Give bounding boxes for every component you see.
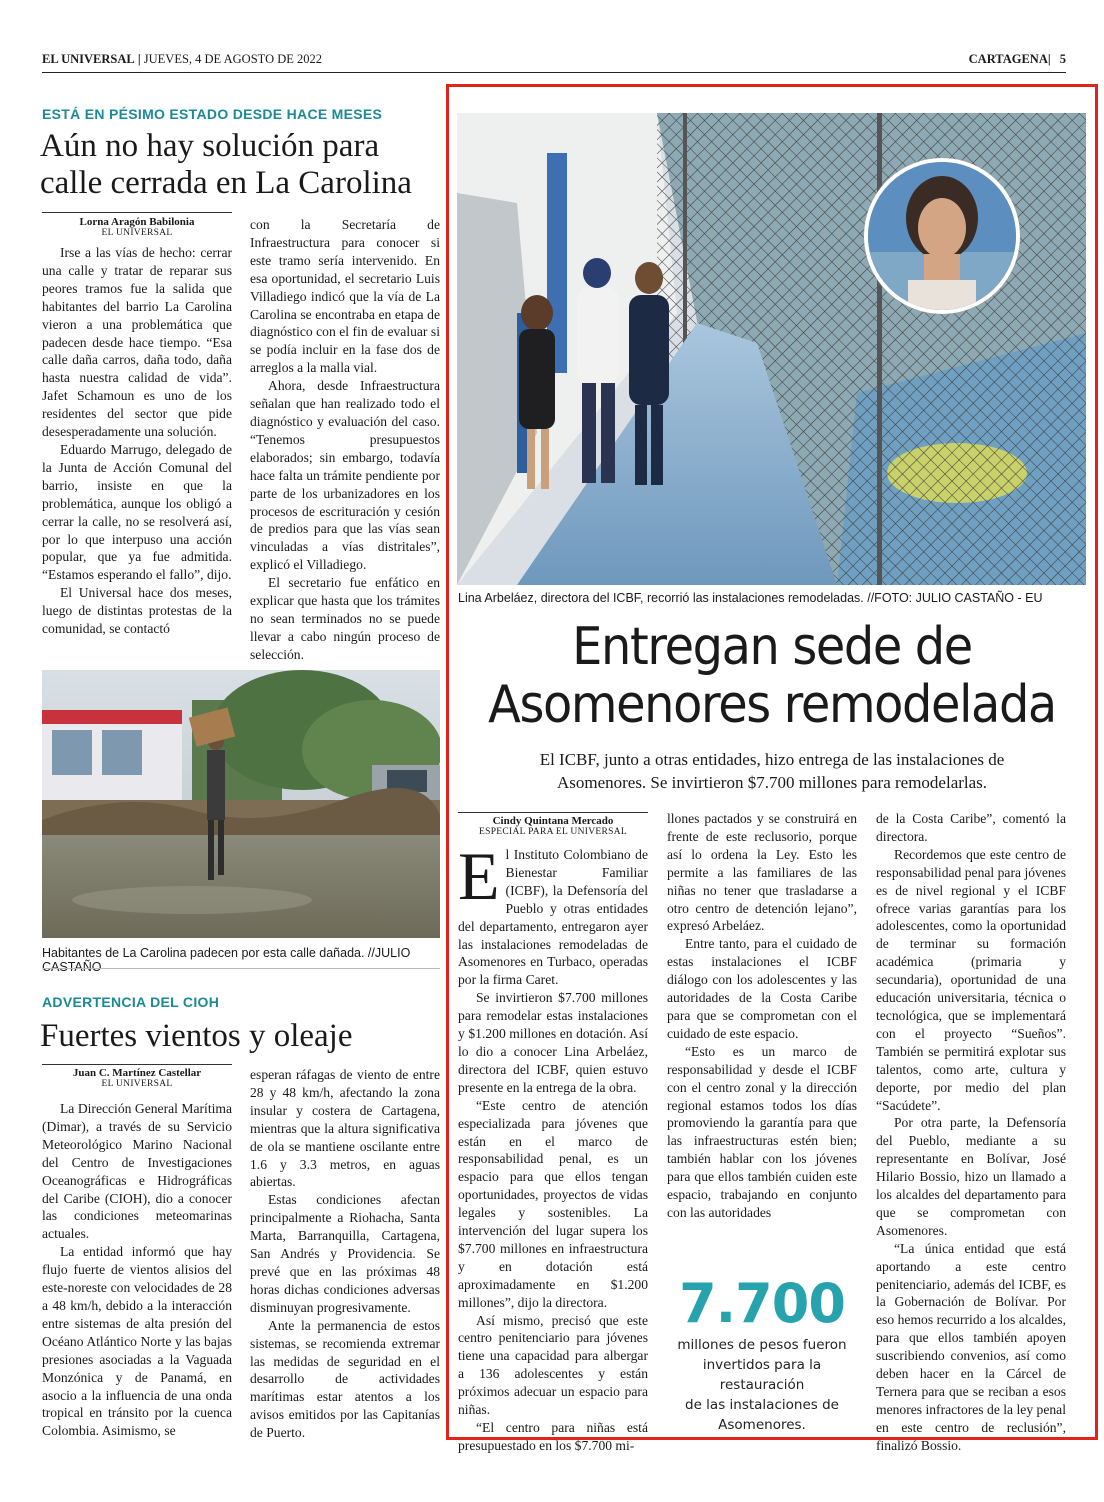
article1-c2-p1: con la Secretaría de Infraestructura para conocer si este tramo sería intervenido. En esa oportunidad, el secretario Luis Villadiego indicó que la vía de La Carolina se encontraba en etapa de diagnóstico con el fin de evaluar si se podía incluir en la fase dos de arreglos a la malla vial. bbox=[250, 217, 440, 376]
article2-column2 bbox=[250, 1066, 440, 1442]
article3-byline-rule bbox=[458, 812, 648, 813]
section-name: CARTAGENA bbox=[968, 52, 1048, 66]
article2-author: Juan C. Martínez Castellar bbox=[72, 1067, 202, 1079]
stat-line4: Asomenores. bbox=[718, 1417, 806, 1433]
article2-byline-rule bbox=[42, 1064, 232, 1065]
article1-c2-p3: El secretario fue enfático en explicar que hasta que los trámites no sean terminados no se puede llevar a cabo ningún proceso de selección. bbox=[250, 575, 440, 662]
article3-c3-p3: Por otra parte, la Defensoría del Pueblo, mediante a su representante en Bolívar, José Hilario Bossio, hizo un llamado a los alcaldes del departamento para que se comprometan con Asomenores. bbox=[876, 1115, 1066, 1238]
article1-column2 bbox=[250, 216, 440, 664]
article3-c1-p3: “Este centro de atención especializada para jóvenes que están en el marco de responsabilidad penal, es un espacio para que ellos tengan oportunidades, proyectos de vidas legales y sostenibles. La intervención del lugar supera los $7.700 millones en infraestructura y en dotación está aproximadamente en $1.200 millones”, dijo la directora. bbox=[458, 1097, 648, 1310]
article3-byline bbox=[458, 815, 648, 837]
street-photo-image bbox=[42, 670, 440, 938]
article3-column1 bbox=[458, 838, 648, 1455]
article2-c2-p3: Ante la permanencia de estos sistemas, se recomienda extremar las medidas de seguridad en el desarrollo de actividades marítimas estar atentos a los avisos emitidos por las Capitanías de Puerto. bbox=[250, 1317, 440, 1441]
stat-line1: millones de pesos fueron bbox=[677, 1337, 847, 1353]
article3-c3-p2: Recordemos que este centro de responsabilidad penal para jóvenes es de nivel regional y el ICBF ofrece varias garantías para los adolescentes, como la oportunidad de terminar su formación académica (primaria y secundaria), oportunidad de una educación universitaria, técnica o tecnológica, que se implementará con el proyecto “Sueños”. También se permitirá explotar sus talentos, como arte, cultura y deporte, por medio del plan “Sacúdete”. bbox=[876, 846, 1066, 1113]
icbf-photo-caption: Lina Arbeláez, directora del ICBF, recorrió las instalaciones remodeladas. //FOTO: JULIO CASTAÑO - EU bbox=[458, 591, 1043, 605]
article1-c2-p2: Ahora, desde Infraestructura señalan que han realizado todo el diagnóstico y evaluación del caso. “Tenemos presupuestos elaborados; sin embargo, todavía hace falta un trámite pendiente por parte de los urbanizadores en los procesos de escrituración y cesión de predios para que las vías sean vinculadas a vías distritales”, explicó el Villadiego. bbox=[250, 378, 440, 573]
article3-headline-line2: Asomenores remodelada bbox=[488, 675, 1056, 735]
article1-headline bbox=[40, 128, 450, 202]
article1-c1-p3: El Universal hace dos meses, luego de distintas protestas de la comunidad, se contactó bbox=[42, 585, 232, 637]
caption-rule bbox=[42, 968, 440, 969]
street-photo-caption: Habitantes de La Carolina padecen por esta calle dañada. //JULIO CASTAÑO bbox=[42, 946, 411, 974]
article3-headline-line1: Entregan sede de bbox=[572, 617, 972, 677]
article3-deck-line1: El ICBF, junto a otras entidades, hizo entrega de las instalaciones de bbox=[539, 750, 1005, 769]
portrait-inset bbox=[864, 158, 1020, 314]
article2-c1-p2: La entidad informó que hay flujo fuerte de vientos alisios del este-noreste con velocidades de 28 a 48 km/h, debido a la interacción entre sistemas de alta presión del Océano Atlántico Norte y las bajas presiones asociadas a la Vaguada Monzónica y de Panamá, en asocio a la influencia de una onda tropical en tránsito por la cuenca Colombia. Asimismo, se bbox=[42, 1244, 232, 1439]
article3-org: ESPECIAL PARA EL UNIVERSAL bbox=[479, 827, 627, 837]
portrait-image bbox=[868, 162, 1016, 310]
section-info: CARTAGENA| 5 bbox=[968, 52, 1066, 66]
stat-line2: invertidos para la restauración bbox=[702, 1357, 822, 1393]
article3-column2 bbox=[667, 810, 857, 1222]
article3-deck-line2: Asomenores. Se invirtieron $7.700 millones para remodelarlas. bbox=[556, 773, 988, 792]
header-sep: | bbox=[137, 52, 141, 66]
article2-c2-p1: esperan ráfagas de viento de entre 28 y 48 km/h, afectando la zona insular y costera de Cartagena, mientras que la altura significativa de ola se mantiene oscilante entre 1.6 y 3.3 metros, en aguas abiertas. bbox=[250, 1067, 440, 1190]
article3-c1-p1 bbox=[458, 838, 648, 989]
article3-c3-p1: de la Costa Caribe”, comentó la directora. bbox=[876, 811, 1066, 844]
article3-c1-p2: Se invirtieron $7.700 millones para remodelar estas instalaciones y $1.200 millones en dotación. Así lo dio a conocer Lina Arbeláez, directora del ICBF, quien estuvo presente en la entrega de la obra. bbox=[458, 990, 648, 1095]
article1-byline bbox=[42, 216, 232, 238]
article1-kicker: ESTÁ EN PÉSIMO ESTADO DESDE HACE MESES bbox=[42, 106, 383, 122]
article1-org: EL UNIVERSAL bbox=[101, 228, 173, 238]
article1-headline-line1: Aún no hay solución para bbox=[40, 128, 380, 164]
article3-c3-p4: “La única entidad que está aportando a este centro penitenciario, además del ICBF, es la Gobernación de Bolívar. Por eso hemos recurrido a los alcaldes, para que ellos también apoyen suscribiendo convenios, así como deben hacer en la Cárcel de Ternera para que se reciban a esos menores infractores de la ley penal en este centro de reclusión”, finalizó Bossio. bbox=[876, 1240, 1066, 1453]
article1-c1-p1: Irse a las vías de hecho: cerrar una calle y tratar de reparar sus peores tramos fue la salida que habitantes del barrio La Carolina vieron a una problemática que padecen desde hace tiempo. “Esa calle daña carros, daña todo, daña hasta nuestra calidad de vida”. Jafet Schamoun es uno de los residentes del sector que pide desesperadamente una solución. bbox=[42, 245, 232, 440]
issue-date: JUEVES, 4 DE AGOSTO DE 2022 bbox=[143, 52, 323, 66]
article2-column1 bbox=[42, 1100, 232, 1440]
article1-column1 bbox=[42, 244, 232, 638]
stat-callout bbox=[667, 1272, 857, 1435]
article2-byline bbox=[42, 1067, 232, 1089]
article2-org: EL UNIVERSAL bbox=[101, 1079, 173, 1089]
article1-c1-p2: Eduardo Marrugo, delegado de la Junta de Acción Comunal del barrio, insiste en que la problemática, aunque los obligó a cerrar la calle, no se resolverá así, por lo que interpuso una acción popular, que ya fue admitida. “Estamos esperando el fallo”, dijo. bbox=[42, 441, 232, 583]
article3-c2-p3: “Esto es un marco de responsabilidad y desde el ICBF con el centro zonal y la dirección regional estamos todos los días promoviendo la garantía para que las infraestructuras estén bien; también hablar con los jóvenes para que ellos también cuiden este espacio, trabajando en conjunto con las autoridades bbox=[667, 1043, 857, 1220]
article1-byline-rule bbox=[42, 212, 232, 213]
header-rule bbox=[42, 72, 1066, 73]
page-number: 5 bbox=[1059, 52, 1066, 66]
article3-c2-p1: llones pactados y se construirá en frente de este reclusorio, porque así lo ordena la Ley. Esto les permite a las familiares de las niñas no tener que trasladarse a otro centro de detención lejano”, expresó Arbeláez. bbox=[667, 811, 857, 934]
article3-headline bbox=[478, 618, 1067, 734]
street-photo bbox=[42, 670, 440, 938]
article3-c1-p5: “El centro para niñas está presupuestado en los $7.700 mi- bbox=[458, 1420, 648, 1453]
page-header bbox=[42, 52, 1066, 70]
paper-name: EL UNIVERSAL bbox=[42, 52, 135, 66]
article3-deck bbox=[452, 748, 1092, 794]
article3-c2-p2: Entre tanto, para el cuidado de estas instalaciones el ICBF diálogo con los adolescentes y las autoridades de la Costa Caribe para que se comprometan con el cuidado de este espacio. bbox=[667, 936, 857, 1041]
article3-column3 bbox=[876, 810, 1066, 1455]
article2-kicker: ADVERTENCIA DEL CIOH bbox=[42, 994, 220, 1010]
article1-headline-line2: calle cerrada en La Carolina bbox=[40, 165, 412, 201]
stat-line3: de las instalaciones de bbox=[685, 1397, 839, 1413]
article3-c1-p1-text: l Instituto Colombiano de Bienestar Familiar (ICBF), la Defensoría del Pueblo y otras entidades del departamento, entregaron ayer las instalaciones remodeladas de Asomenores en Turbaco, operadas por la firma Caret. bbox=[458, 847, 648, 988]
article2-c2-p2: Estas condiciones afectan principalmente a Riohacha, Santa Marta, Barranquilla, Cartagena, San Andrés y Providencia. Se prevé que en las próximas 48 horas dichas condiciones adversas disminuyan progresivamente. bbox=[250, 1192, 440, 1315]
dropcap: E bbox=[458, 838, 500, 914]
article3-author: Cindy Quintana Mercado bbox=[492, 815, 614, 827]
article1-author: Lorna Aragón Babilonia bbox=[79, 216, 195, 228]
stat-number: 7.700 bbox=[679, 1272, 845, 1335]
article3-c1-p4: Así mismo, precisó que este centro penitenciario para jóvenes tiene una capacidad para albergar a 136 adolescentes y están próximos adecuar un espacio para niñas. bbox=[458, 1312, 648, 1418]
article2-c1-p1: La Dirección General Marítima (Dimar), a través de su Servicio Meteorológico Marino Nacional del Centro de Investigaciones Oceanográficas e Hidrográficas del Caribe (CIOH), dio a conocer las condiciones meteomarinas actuales. bbox=[42, 1101, 232, 1242]
article2-headline: Fuertes vientos y oleaje bbox=[40, 1018, 353, 1054]
